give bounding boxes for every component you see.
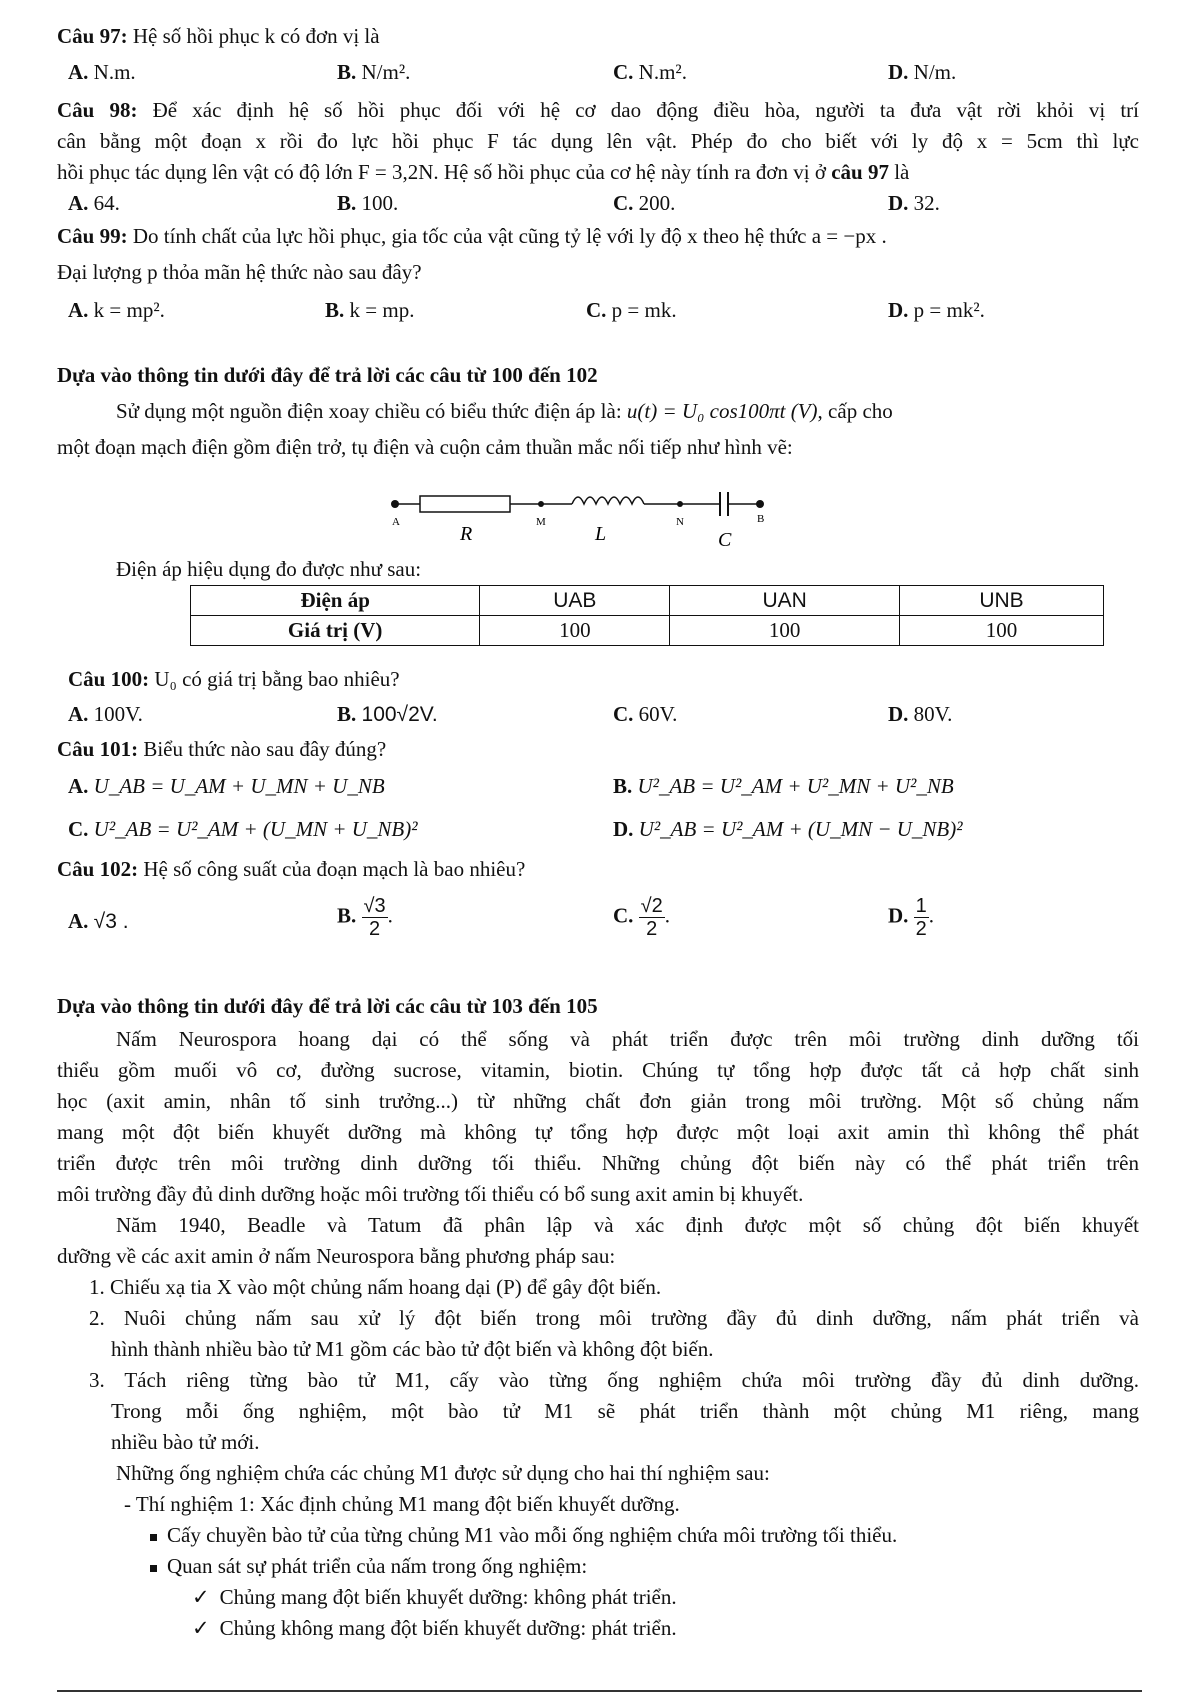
- q101-stem: Câu 101: Biểu thức nào sau đây đúng?: [57, 737, 387, 761]
- q102-stem: Câu 102: Hệ số công suất của đoạn mạch là bao nhiêu?: [57, 857, 526, 881]
- q98-option-b: B. 100.: [337, 191, 399, 215]
- q99-option-d: D. p = mk².: [888, 298, 985, 322]
- method-step: 2. Nuôi chủng nấm sau xử lý đột biến trong môi trường đầy đủ dinh dưỡng, nấm phát triển và: [89, 1306, 1139, 1330]
- fraction: $\frac{1}{2}$: [915, 895, 927, 940]
- q97-option-d: D. N/m.: [888, 60, 957, 84]
- table-header-cell: Điện áp: [191, 586, 480, 616]
- section2-p1-line: triển được trên môi trường dinh dưỡng tối thiểu. Những chủng đột biến này có thể phát triển trên: [57, 1151, 1139, 1175]
- q98-option-c: C. 200.: [613, 191, 676, 215]
- q97-text: Hệ số hồi phục k có đơn vị là: [132, 24, 380, 48]
- node-m: [538, 501, 544, 507]
- section1-heading: Dựa vào thông tin dưới đây để trả lời các câu từ 100 đến 102: [57, 363, 598, 387]
- table-cell: 100: [900, 616, 1104, 646]
- q98-option-a: A. 64.: [68, 191, 120, 215]
- table-cell: Giá trị (V): [191, 616, 480, 646]
- section2-p1-line: môi trường đầy đủ dinh dưỡng hoặc môi trường tối thiểu có bổ sung axit amin bị khuyết.: [57, 1182, 804, 1206]
- voltage-formula: u(t) = U₀ cos100πt (V): [626, 399, 818, 423]
- fraction: $\frac{√3}{2}$: [363, 895, 386, 940]
- q102-option-c: C. $\frac{√2}{2}$ .: [613, 895, 671, 940]
- table-header-cell: UAN: [670, 586, 900, 616]
- q102-option-b: B. $\frac{√3}{2}$ .: [337, 895, 393, 940]
- table-cell: 100: [670, 616, 900, 646]
- q98-option-d: D. 32.: [888, 191, 940, 215]
- bullet-item: Quan sát sự phát triển của nấm trong ống nghiệm:: [150, 1552, 587, 1581]
- section1-para-line-1: Sử dụng một nguồn điện xoay chiều có biểu thức điện áp là: u(t) = U₀ cos100πt (V), cấp cho: [116, 399, 893, 423]
- q100-option-a: A. 100V.: [68, 702, 143, 726]
- q100-stem: Câu 100: U₀ có giá trị bằng bao nhiêu?: [68, 667, 400, 691]
- table-header-row: [191, 586, 1104, 616]
- square-bullet-icon: [150, 1534, 157, 1541]
- label-b: B: [757, 513, 765, 525]
- q101-option-d: D. U²_AB = U²_AM + (U_MN − U_NB)²: [613, 817, 963, 841]
- q99-option-b: B. k = mp.: [325, 298, 415, 322]
- section2-p3: Những ống nghiệm chứa các chủng M1 được sử dụng cho hai thí nghiệm sau:: [116, 1461, 770, 1485]
- q101-option-b: B. U²_AB = U²_AM + U²_MN + U²_NB: [613, 774, 954, 798]
- label-r: R: [460, 523, 473, 545]
- q102-option-d: D. $\frac{1}{2}$ .: [888, 895, 935, 940]
- method-step: 3. Tách riêng từng bào tử M1, cấy vào từng ống nghiệm chứa môi trường đầy đủ dinh dưỡng.: [89, 1368, 1139, 1392]
- q101-option-c: C. U²_AB = U²_AM + (U_MN + U_NB)²: [68, 817, 418, 841]
- q97-label: Câu 97:: [57, 24, 128, 48]
- fraction: $\frac{√2}{2}$: [640, 895, 663, 940]
- check-item: ✓ Chủng không mang đột biến khuyết dưỡng: phát triển.: [192, 1616, 677, 1640]
- label-l: L: [595, 523, 607, 545]
- square-bullet-icon: [150, 1565, 157, 1572]
- checkmark-icon: ✓: [192, 1585, 210, 1609]
- q100-option-d: D. 80V.: [888, 702, 953, 726]
- section2-p2-line: dưỡng về các axit amin ở nấm Neurospora bằng phương pháp sau:: [57, 1244, 616, 1268]
- section2-p2-line: Năm 1940, Beadle và Tatum đã phân lập và xác định được một số chủng đột biến khuyết: [116, 1213, 1139, 1237]
- q97-option-a: A. N.m.: [68, 60, 136, 84]
- section2-p1-line: mang một đột biến khuyết dưỡng mà không tự tổng hợp được một loại axit amin thì không thể phát: [57, 1120, 1139, 1144]
- q98-line-1: Câu 98: Để xác định hệ số hồi phục đối với hệ cơ dao động điều hòa, người ta đưa vật rời khỏi vị trí: [57, 98, 1139, 122]
- q97-option-b: B. N/m².: [337, 60, 411, 84]
- checkmark-icon: ✓: [192, 1616, 210, 1640]
- label-n: N: [676, 516, 684, 528]
- circuit-diagram: [380, 488, 820, 552]
- page-bottom-rule: [57, 1690, 1142, 1692]
- table-intro: Điện áp hiệu dụng đo được như sau:: [116, 557, 422, 581]
- label-a: A: [392, 516, 400, 528]
- table-row: [191, 616, 1104, 646]
- q100-option-c: C. 60V.: [613, 702, 678, 726]
- q97-stem: [57, 22, 380, 51]
- method-step: Trong mỗi ống nghiệm, một bào tử M1 sẽ phát triển thành một chủng M1 riêng, mang: [111, 1399, 1139, 1423]
- resistor-r: [420, 496, 510, 512]
- label-m: M: [536, 516, 546, 528]
- method-step: hình thành nhiều bào tử M1 gồm các bào tử đột biến và không đột biến.: [111, 1337, 714, 1361]
- experiment-1: - Thí nghiệm 1: Xác định chủng M1 mang đột biến khuyết dưỡng.: [124, 1492, 680, 1516]
- method-step: 1. Chiếu xạ tia X vào một chủng nấm hoang dại (P) để gây đột biến.: [89, 1275, 662, 1299]
- table-header-cell: UAB: [480, 586, 670, 616]
- node-n: [677, 501, 683, 507]
- q99-option-c: C. p = mk.: [586, 298, 677, 322]
- q97-option-c: C. N.m².: [613, 60, 687, 84]
- section1-para-line-2: một đoạn mạch điện gồm điện trở, tụ điện và cuộn cảm thuần mắc nối tiếp như hình vẽ:: [57, 435, 793, 459]
- inductor-l: [572, 497, 644, 504]
- node-b: [756, 500, 764, 508]
- table-cell: 100: [480, 616, 670, 646]
- label-c: C: [718, 529, 732, 551]
- bullet-item: Cấy chuyền bào tử của từng chủng M1 vào mỗi ống nghiệm chứa môi trường tối thiểu.: [150, 1521, 897, 1550]
- check-item: ✓ Chủng mang đột biến khuyết dưỡng: không phát triển.: [192, 1585, 677, 1609]
- q102-option-a: A. √3 .: [68, 909, 129, 933]
- q101-option-a: A. U_AB = U_AM + U_MN + U_NB: [68, 774, 385, 798]
- method-step: nhiều bào tử mới.: [111, 1430, 260, 1454]
- section2-heading: Dựa vào thông tin dưới đây để trả lời các câu từ 103 đến 105: [57, 994, 598, 1018]
- section2-p1-line: học (axit amin, nhân tố sinh trưởng...) từ những chất đơn giản trong môi trường. Một số chủng nấm: [57, 1089, 1139, 1113]
- q100-option-b: B. 100√2V.: [337, 702, 438, 726]
- q99-line-2: Đại lượng p thỏa mãn hệ thức nào sau đây?: [57, 260, 422, 284]
- node-a: [391, 500, 399, 508]
- q99-option-a: A. k = mp².: [68, 298, 165, 322]
- voltage-table: [190, 585, 1104, 646]
- q98-line-3: hồi phục tác dụng lên vật có độ lớn F = 3,2N. Hệ số hồi phục của cơ hệ này tính ra đơn vị ở câu 97 là: [57, 160, 910, 184]
- section2-p1-line: Nấm Neurospora hoang dại có thể sống và phát triển được trên môi trường dinh dưỡng tối: [116, 1027, 1139, 1051]
- q99-line-1: Câu 99: Do tính chất của lực hồi phục, gia tốc của vật cũng tỷ lệ với ly độ x theo hệ thức a = −px .: [57, 224, 887, 248]
- q98-line-2: cân bằng một đoạn x rồi đo lực hồi phục F tác dụng lên vật. Phép đo cho biết với ly độ x = 5cm thì lực: [57, 129, 1139, 153]
- section2-p1-line: thiểu gồm muối vô cơ, đường sucrose, vitamin, biotin. Chúng tự tổng hợp được tất cả hợp chất sinh: [57, 1058, 1139, 1082]
- table-header-cell: UNB: [900, 586, 1104, 616]
